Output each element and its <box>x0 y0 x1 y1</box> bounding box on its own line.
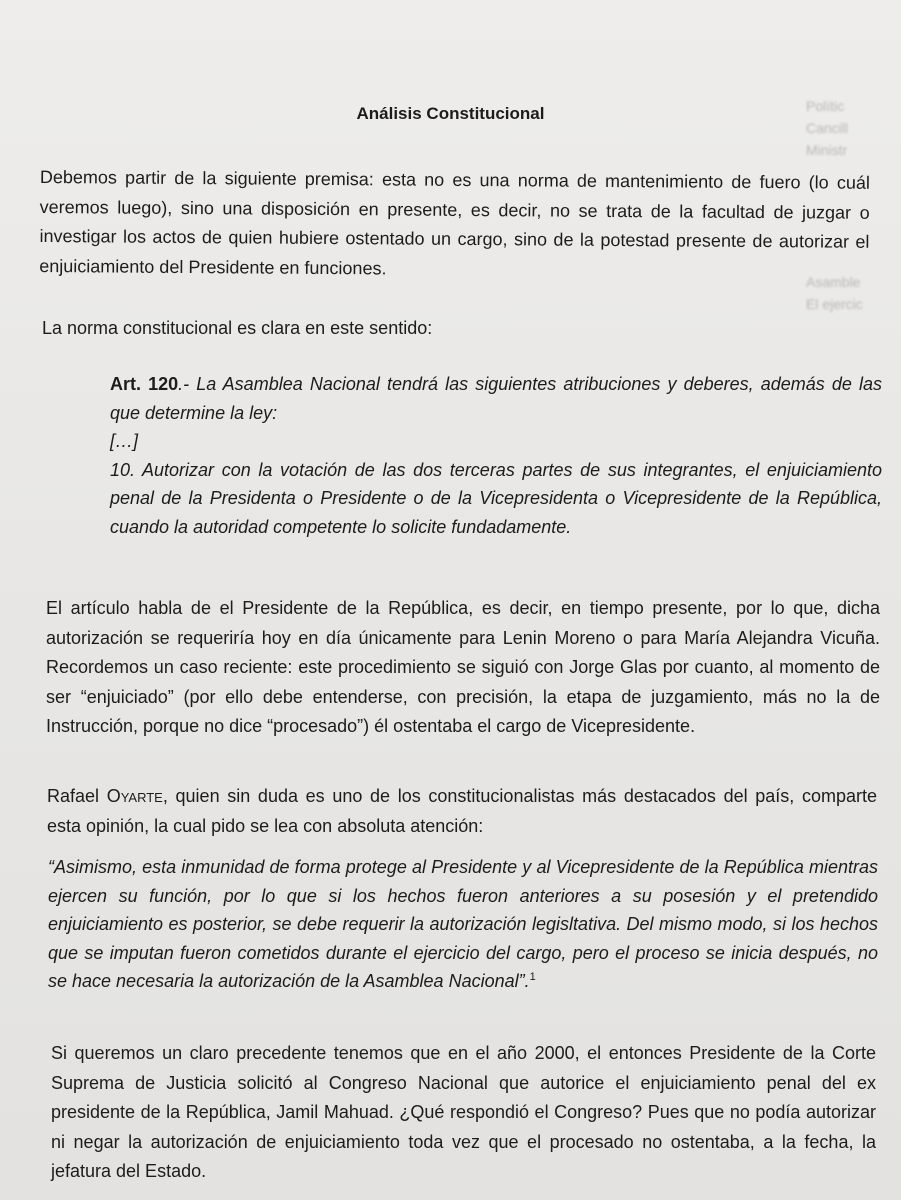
quote-ellipsis: […] <box>110 431 139 451</box>
bleed-line: Polític <box>806 98 845 114</box>
author-surname: Oyarte <box>106 786 163 806</box>
bleed-line: Cancill <box>806 120 849 136</box>
article-heading <box>110 370 882 427</box>
paragraph-oyarte-rest: , quien sin duda es uno de los constitucionalistas más destacados del país, comparte esta opinión, la cual pido se lea con absoluta atención: <box>47 786 877 836</box>
paragraph-oyarte-quote <box>48 853 878 996</box>
bleed-line: Asamble <box>806 274 861 290</box>
article-item-10: 10. Autorizar con la votación de las dos terceras partes de sus integrantes, el enjuiciamiento penal de la Presidenta o Presidente o de la Vicepresidenta o Vicepresidente de la República, cuando la autoridad competente lo solicite fundadamente. <box>110 459 882 537</box>
document-title: Análisis Constitucional <box>356 104 545 123</box>
bleed-line: Ministr <box>806 142 848 158</box>
bleed-line: El ejercic <box>806 296 863 312</box>
oyarte-quote-text: “Asimismo, esta inmunidad de forma protege al Presidente y al Vicepresidente de la República mientras ejercen su función, por lo que si los hechos fueron anteriores a su posesión y el pretendido enjuiciamiento es posterior, se debe requerir la autorización legisltativa. Del mismo modo, si los hechos que se imputan fueron cometidos durante el ejercicio del cargo, pero el proceso se inicia después, no se hace necesaria la autorización de la Asamblea Nacional”. <box>48 857 878 991</box>
paragraph-article-analysis: El artículo habla de el Presidente de la República, es decir, en tiempo presente, por lo que, dicha autorización se requeriría hoy en día únicamente para Lenin Moreno o para María Alejandra Vicuña. Recordemos un caso reciente: este procedimiento se siguió con Jorge Glas por cuanto, al momento de ser “enjuiciado” (por ello debe entenderse, con precisión, la etapa de juzgamiento, más no la de Instrucción, porque no dice “procesado”) él ostentaba el cargo de Vicepresidente. <box>46 598 880 736</box>
article-intro: .- La Asamblea Nacional tendrá las siguientes atribuciones y deberes, además de las que determine la ley: <box>110 374 882 423</box>
constitution-quote <box>110 370 882 541</box>
article-number: Art. 120 <box>110 374 179 394</box>
paragraph-oyarte-intro <box>47 782 877 841</box>
author-first-name: Rafael <box>47 786 107 806</box>
footnote-ref: 1 <box>529 971 536 983</box>
paragraph-norm-intro: La norma constitucional es clara en este sentido: <box>42 318 433 338</box>
paragraph-precedent: Si queremos un claro precedente tenemos que en el año 2000, el entonces Presidente de la Corte Suprema de Justicia solicitó al Congreso Nacional que autorice el enjuiciamiento penal del ex presidente de la República, Jamil Mahuad. ¿Qué respondió el Congreso? Pues que no podía autorizar ni negar la autorización de enjuiciamiento toda vez que el procesado no ostentaba, a la fecha, la jefatura del Estado. <box>51 1043 876 1181</box>
paragraph-premise: Debemos partir de la siguiente premisa: esta no es una norma de mantenimiento de fuero (lo cuál veremos luego), sino una disposición en presente, es decir, no se trata de la facultad de juzgar o investigar los actos de quien hubiere ostentado un cargo, sino de la potestad presente de autorizar el enjuiciamiento del Presidente en funciones. <box>39 166 870 278</box>
